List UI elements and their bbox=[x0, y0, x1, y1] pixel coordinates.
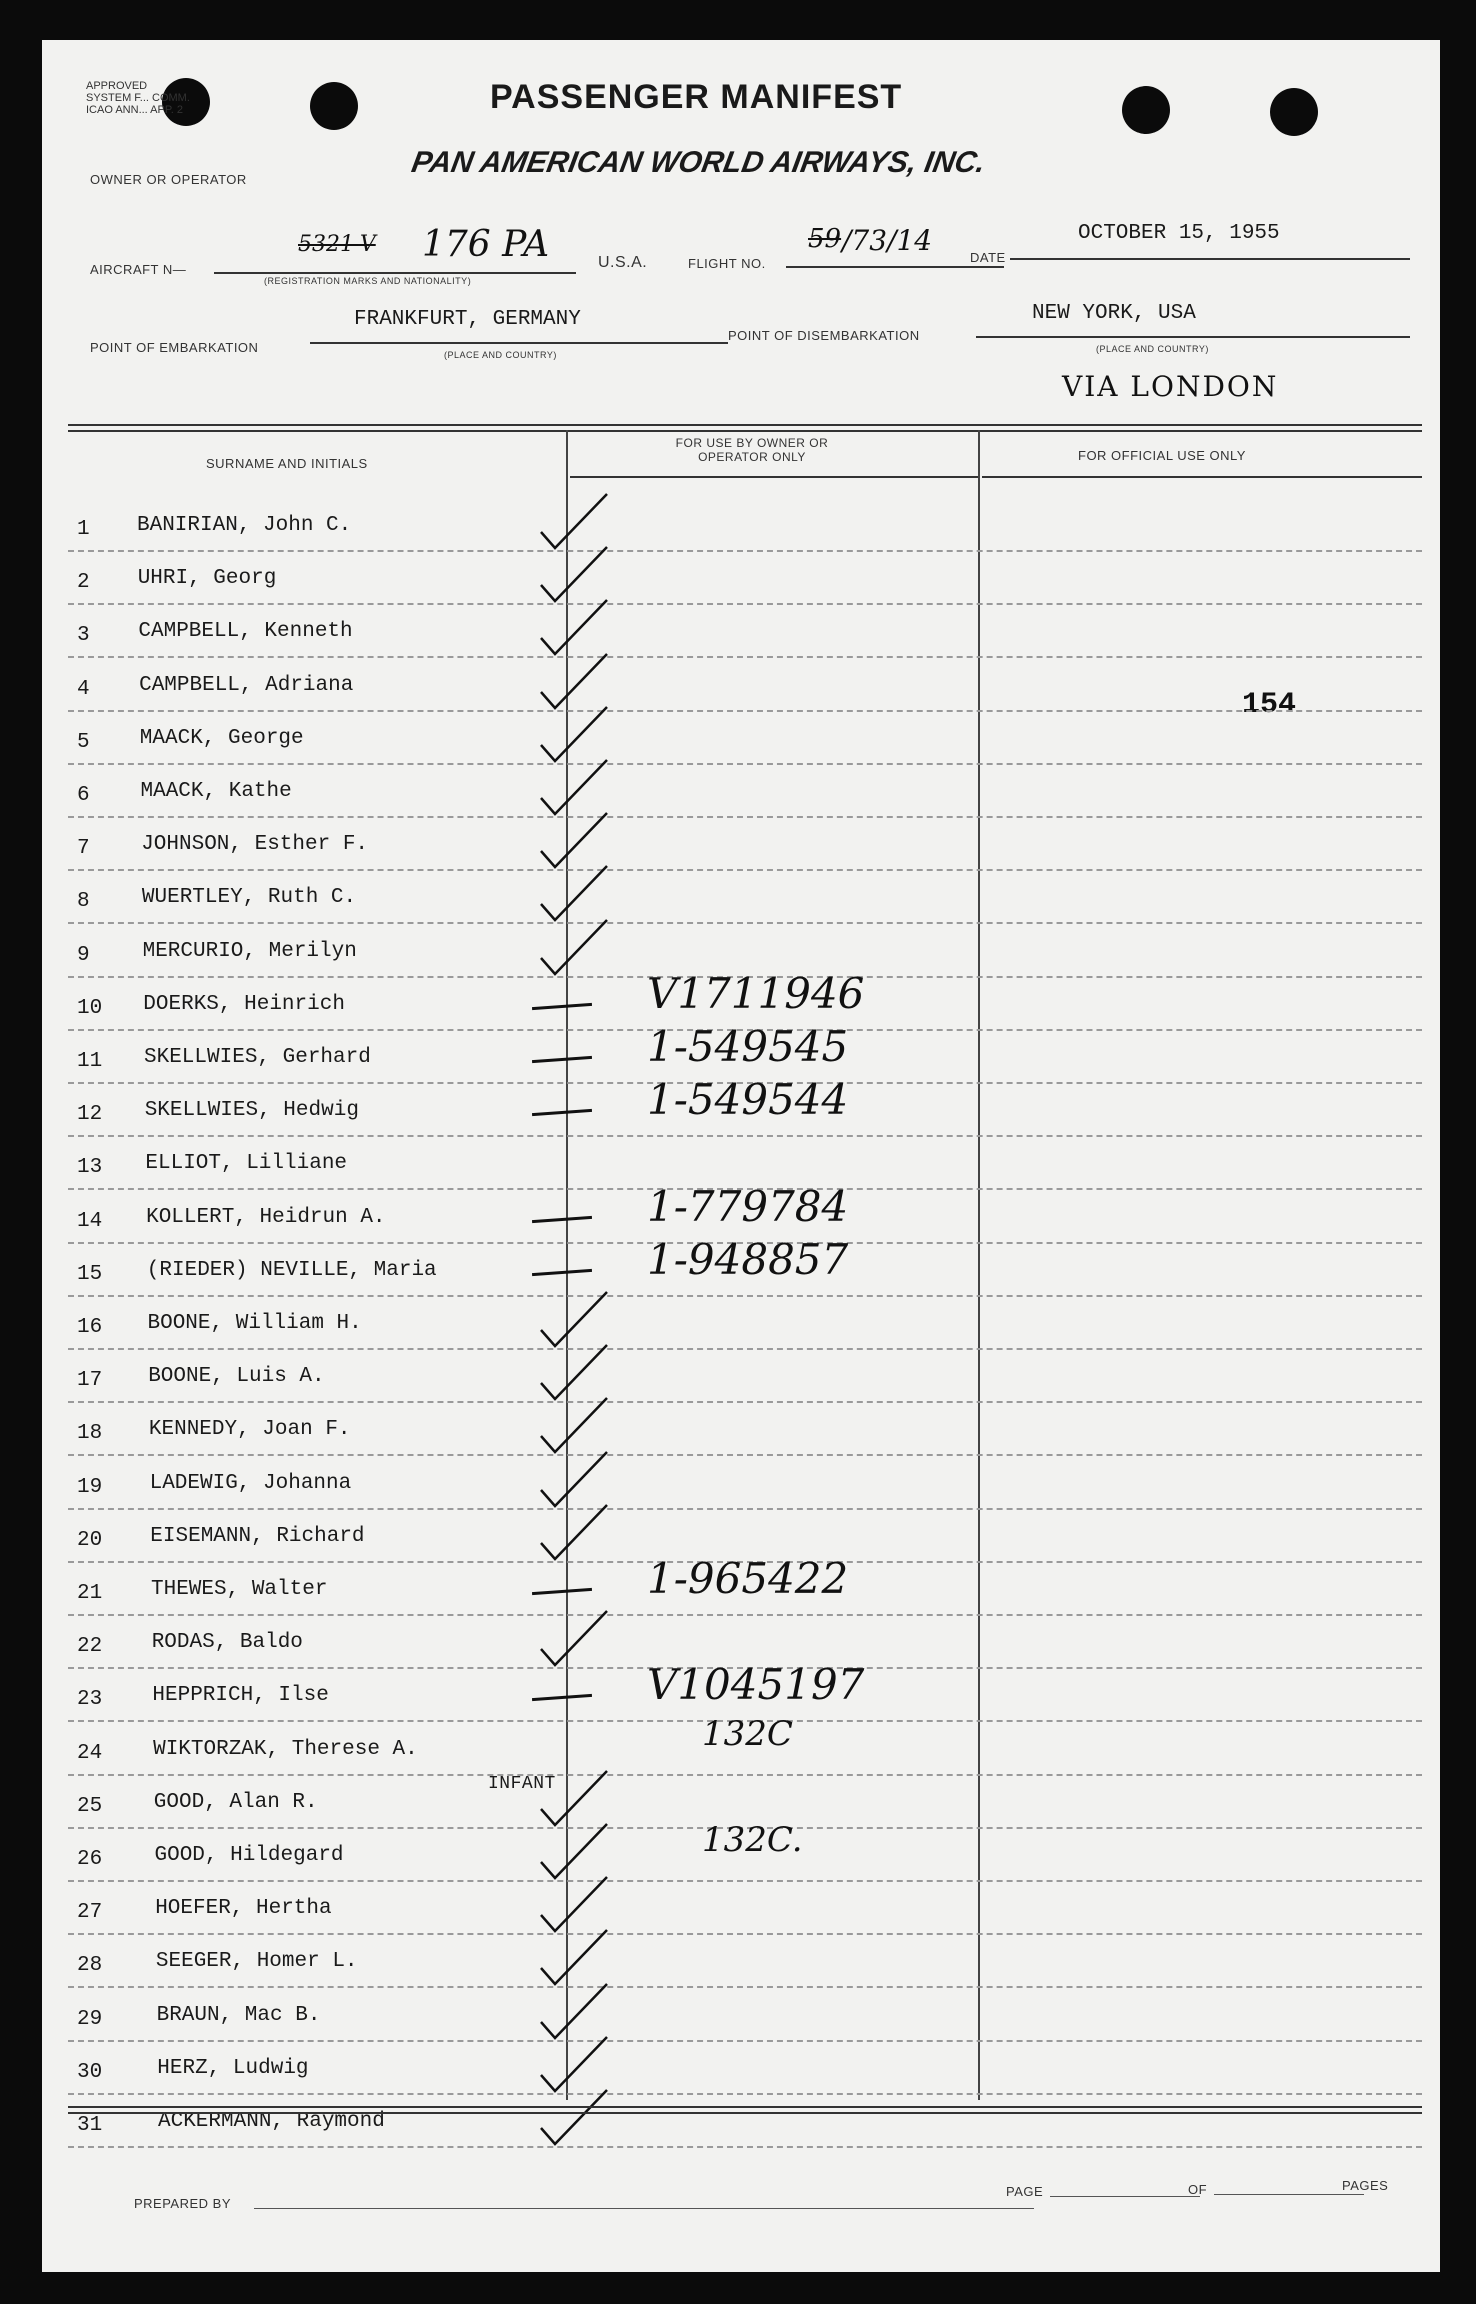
passenger-name: SKELLWIES, Gerhard bbox=[144, 1046, 371, 1069]
checkmark-icon bbox=[537, 1875, 617, 1935]
col-header-names: SURNAME AND INITIALS bbox=[206, 456, 368, 471]
row-rule bbox=[68, 710, 1422, 712]
embarkation-underline bbox=[310, 342, 728, 344]
passenger-number: 14 bbox=[77, 1209, 103, 1233]
row-rule bbox=[68, 656, 1422, 658]
col-header-official-rule bbox=[982, 476, 1422, 478]
punch-hole-center-left bbox=[310, 82, 358, 130]
passenger-name: WIKTORZAK, Therese A. bbox=[153, 1737, 418, 1761]
row-rule bbox=[68, 1933, 1422, 1935]
dash-mark bbox=[532, 1109, 592, 1116]
row-rule bbox=[68, 2040, 1422, 2042]
checkmark-stroke bbox=[541, 707, 607, 761]
passenger-name: BOONE, William H. bbox=[147, 1312, 362, 1335]
passenger-name: LADEWIG, Johanna bbox=[149, 1471, 352, 1495]
passenger-number: 21 bbox=[77, 1582, 103, 1605]
row-rule bbox=[68, 1401, 1422, 1403]
row-rule bbox=[68, 1774, 1422, 1776]
checkmark-stroke bbox=[541, 1292, 607, 1346]
checkmark-stroke bbox=[541, 920, 607, 974]
passenger-number: 11 bbox=[77, 1050, 103, 1073]
checkmark-icon bbox=[537, 705, 617, 765]
passenger-name: GOOD, Alan R. bbox=[153, 1790, 318, 1814]
passenger-number: 15 bbox=[77, 1262, 103, 1286]
checkmark-icon bbox=[537, 1609, 617, 1669]
operator-name: PAN AMERICAN WORLD AIRWAYS, INC. bbox=[409, 146, 988, 179]
col-divider-2 bbox=[978, 430, 980, 2100]
passenger-number: 12 bbox=[77, 1103, 103, 1127]
row-rule bbox=[68, 1986, 1422, 1988]
passenger-name: THEWES, Walter bbox=[151, 1578, 328, 1601]
usa-label: U.S.A. bbox=[598, 254, 648, 271]
table-top-rule bbox=[68, 424, 1422, 432]
passenger-name: ELLIOT, Lilliane bbox=[145, 1152, 348, 1176]
page-label: PAGE bbox=[1006, 2184, 1044, 2199]
handwritten-code: V1711946 bbox=[647, 968, 865, 1018]
col-header-owner-rule bbox=[570, 476, 978, 478]
passenger-number: 3 bbox=[77, 624, 90, 648]
checkmark-stroke bbox=[541, 494, 607, 548]
checkmark-icon bbox=[537, 1503, 617, 1563]
dash-mark bbox=[532, 1003, 592, 1010]
row-rule bbox=[68, 550, 1422, 552]
checkmark-icon bbox=[537, 811, 617, 871]
approval-note bbox=[86, 80, 190, 116]
row-rule bbox=[68, 816, 1422, 818]
row-rule bbox=[68, 922, 1422, 924]
passenger-name: HEPPRICH, Ilse bbox=[152, 1684, 329, 1708]
prepared-label: PREPARED BY bbox=[134, 2196, 232, 2211]
dash-mark bbox=[532, 1269, 592, 1276]
passenger-number: 31 bbox=[77, 2114, 103, 2137]
checkmark-stroke bbox=[541, 600, 607, 654]
dash-mark bbox=[532, 1056, 592, 1063]
row-rule bbox=[68, 603, 1422, 605]
checkmark-icon bbox=[537, 864, 617, 924]
row-rule bbox=[68, 869, 1422, 871]
passenger-name: KOLLERT, Heidrun A. bbox=[146, 1205, 386, 1229]
handwritten-code: 1-965422 bbox=[647, 1554, 849, 1603]
approval-line-3: ICAO ANN... APP. 2 bbox=[86, 104, 184, 116]
checkmark-stroke bbox=[541, 866, 607, 920]
checkmark-icon bbox=[537, 1822, 617, 1882]
passenger-name: UHRI, Georg bbox=[137, 567, 277, 591]
passenger-number: 18 bbox=[77, 1422, 103, 1446]
operator-label: OWNER OR OPERATOR bbox=[90, 172, 247, 187]
checkmark-icon bbox=[537, 758, 617, 818]
approval-line-2: SYSTEM F... COMM. bbox=[86, 92, 190, 104]
flight-underline bbox=[786, 266, 1004, 268]
checkmark-icon bbox=[537, 652, 617, 712]
passenger-name: JOHNSON, Esther F. bbox=[141, 833, 369, 857]
passenger-name: KENNEDY, Joan F. bbox=[148, 1418, 351, 1442]
checkmark-stroke bbox=[541, 813, 607, 867]
infant-note: INFANT bbox=[488, 1774, 556, 1794]
row-rule bbox=[68, 2146, 1422, 2148]
flight-struck-value: 59 bbox=[808, 224, 842, 254]
passenger-name: ACKERMANN, Raymond bbox=[158, 2110, 385, 2133]
checkmark-stroke bbox=[541, 1877, 607, 1931]
handwritten-code: 132C bbox=[702, 1713, 793, 1754]
passenger-number: 8 bbox=[77, 890, 90, 914]
passenger-number: 17 bbox=[77, 1369, 103, 1393]
pages-label: PAGES bbox=[1342, 2178, 1389, 2193]
checkmark-icon bbox=[537, 1396, 617, 1456]
checkmark-icon bbox=[537, 918, 617, 978]
passenger-name: EISEMANN, Richard bbox=[150, 1524, 365, 1548]
passenger-name: SEEGER, Homer L. bbox=[155, 1950, 358, 1974]
passenger-number: 9 bbox=[77, 943, 90, 967]
flight-label: FLIGHT NO. bbox=[688, 256, 766, 271]
checkmark-stroke bbox=[541, 2037, 607, 2091]
checkmark-stroke bbox=[541, 1824, 607, 1878]
passenger-name: HOEFER, Hertha bbox=[155, 1897, 332, 1921]
aircraft-underline bbox=[214, 272, 576, 274]
embarkation-caption: (PLACE AND COUNTRY) bbox=[444, 350, 557, 360]
checkmark-stroke bbox=[541, 1398, 607, 1452]
row-rule bbox=[68, 1295, 1422, 1297]
passenger-number: 26 bbox=[77, 1848, 103, 1871]
page-marker: 154 bbox=[1242, 688, 1297, 722]
handwritten-code: 1-549544 bbox=[647, 1075, 849, 1125]
handwritten-code: 1-948857 bbox=[647, 1234, 849, 1284]
passenger-number: 20 bbox=[77, 1528, 103, 1552]
passenger-name: BANIRIAN, John C. bbox=[137, 514, 352, 537]
of-label: OF bbox=[1188, 2182, 1208, 2197]
checkmark-stroke bbox=[541, 1611, 607, 1665]
passenger-number: 2 bbox=[77, 571, 90, 595]
checkmark-stroke bbox=[541, 1452, 607, 1506]
passenger-number: 22 bbox=[77, 1635, 103, 1659]
passenger-number: 5 bbox=[77, 730, 90, 754]
approval-line-1: APPROVED bbox=[86, 80, 148, 92]
dash-mark bbox=[532, 1588, 592, 1595]
embarkation-value: FRANKFURT, GERMANY bbox=[354, 308, 581, 331]
passenger-number: 1 bbox=[77, 518, 90, 541]
passenger-number: 7 bbox=[77, 837, 90, 861]
passenger-number: 29 bbox=[77, 2007, 103, 2031]
passenger-number: 27 bbox=[77, 1901, 103, 1925]
row-rule bbox=[68, 1454, 1422, 1456]
passenger-name: CAMPBELL, Kenneth bbox=[138, 620, 353, 644]
passenger-number: 13 bbox=[77, 1156, 103, 1180]
checkmark-icon bbox=[537, 492, 617, 552]
via-note: VIA LONDON bbox=[1062, 370, 1279, 403]
row-rule bbox=[68, 2093, 1422, 2095]
passenger-name: HERZ, Ludwig bbox=[157, 2056, 309, 2080]
punch-hole-right bbox=[1270, 88, 1318, 136]
checkmark-stroke bbox=[541, 547, 607, 601]
checkmark-stroke bbox=[541, 1984, 607, 2038]
disembarkation-caption: (PLACE AND COUNTRY) bbox=[1096, 344, 1209, 354]
handwritten-code: V1045197 bbox=[647, 1660, 865, 1710]
prepared-underline bbox=[254, 2208, 1034, 2209]
passenger-number: 10 bbox=[77, 996, 103, 1020]
passenger-number: 16 bbox=[77, 1316, 103, 1339]
passenger-name: BRAUN, Mac B. bbox=[156, 2003, 321, 2027]
handwritten-code: 132C. bbox=[702, 1820, 803, 1860]
disembarkation-value: NEW YORK, USA bbox=[1032, 302, 1196, 325]
checkmark-stroke bbox=[541, 1505, 607, 1559]
punch-hole-center-right bbox=[1122, 86, 1170, 134]
checkmark-stroke bbox=[541, 654, 607, 708]
row-rule bbox=[68, 1508, 1422, 1510]
checkmark-stroke bbox=[541, 1345, 607, 1399]
passenger-number: 6 bbox=[77, 784, 90, 807]
disembarkation-underline bbox=[976, 336, 1410, 338]
row-rule bbox=[68, 1880, 1422, 1882]
checkmark-icon bbox=[537, 1290, 617, 1350]
checkmark-icon bbox=[537, 1928, 617, 1988]
checkmark-icon bbox=[537, 598, 617, 658]
of-underline bbox=[1214, 2194, 1364, 2195]
row-rule bbox=[68, 1348, 1422, 1350]
dash-mark bbox=[532, 1694, 592, 1701]
col-header-official: FOR OFFICIAL USE ONLY bbox=[1078, 448, 1246, 463]
checkmark-stroke bbox=[541, 1930, 607, 1984]
passenger-name: MERCURIO, Merilyn bbox=[142, 939, 357, 963]
passenger-number: 30 bbox=[77, 2060, 103, 2084]
col-header-owner: FOR USE BY OWNER OR OPERATOR ONLY bbox=[675, 436, 829, 464]
row-rule bbox=[68, 1135, 1422, 1137]
passenger-number: 25 bbox=[77, 1794, 103, 1818]
aircraft-value: 176 PA bbox=[422, 224, 550, 265]
checkmark-stroke bbox=[541, 2090, 607, 2144]
passenger-name: CAMPBELL, Adriana bbox=[139, 673, 354, 697]
handwritten-code: 1-549545 bbox=[647, 1022, 849, 1071]
passenger-number: 24 bbox=[77, 1741, 103, 1765]
passenger-number: 4 bbox=[77, 677, 90, 701]
checkmark-icon bbox=[537, 1450, 617, 1510]
passenger-name: RODAS, Baldo bbox=[151, 1631, 303, 1655]
passenger-number: 23 bbox=[77, 1688, 103, 1712]
flight-date: OCTOBER 15, 1955 bbox=[1078, 222, 1280, 245]
passenger-number: 19 bbox=[77, 1475, 103, 1499]
table-bottom-rule bbox=[68, 2106, 1422, 2114]
aircraft-label: AIRCRAFT N— bbox=[90, 262, 187, 277]
row-rule bbox=[68, 1614, 1422, 1616]
checkmark-stroke bbox=[541, 760, 607, 814]
passenger-name: WUERTLEY, Ruth C. bbox=[141, 886, 357, 910]
disembarkation-label: POINT OF DISEMBARKATION bbox=[728, 328, 920, 343]
date-label: DATE bbox=[970, 250, 1006, 265]
date-underline bbox=[1010, 258, 1410, 260]
handwritten-code: 1-779784 bbox=[647, 1181, 849, 1231]
registration-caption: (REGISTRATION MARKS AND NATIONALITY) bbox=[264, 276, 472, 286]
passenger-name: GOOD, Hildegard bbox=[154, 1844, 344, 1867]
aircraft-struck-value: 5321-V bbox=[298, 232, 376, 257]
passenger-name: (RIEDER) NEVILLE, Maria bbox=[146, 1258, 437, 1282]
checkmark-icon bbox=[537, 2088, 617, 2148]
passenger-name: DOERKS, Heinrich bbox=[143, 992, 345, 1016]
passenger-number: 28 bbox=[77, 1954, 103, 1978]
embarkation-label: POINT OF EMBARKATION bbox=[90, 340, 259, 355]
checkmark-icon bbox=[537, 545, 617, 605]
checkmark-icon bbox=[537, 1982, 617, 2042]
dash-mark bbox=[532, 1216, 592, 1223]
passenger-name: MAACK, Kathe bbox=[140, 780, 292, 803]
flight-value: /73/14 bbox=[842, 224, 933, 257]
manifest-title: PASSENGER MANIFEST bbox=[490, 78, 903, 116]
page-underline bbox=[1050, 2196, 1200, 2197]
passenger-name: SKELLWIES, Hedwig bbox=[144, 1099, 359, 1123]
passenger-name: BOONE, Luis A. bbox=[148, 1365, 325, 1389]
passenger-name: MAACK, George bbox=[139, 726, 304, 750]
row-rule bbox=[68, 763, 1422, 765]
manifest-sheet bbox=[42, 40, 1440, 2272]
checkmark-icon bbox=[537, 2035, 617, 2095]
checkmark-icon bbox=[537, 1343, 617, 1403]
